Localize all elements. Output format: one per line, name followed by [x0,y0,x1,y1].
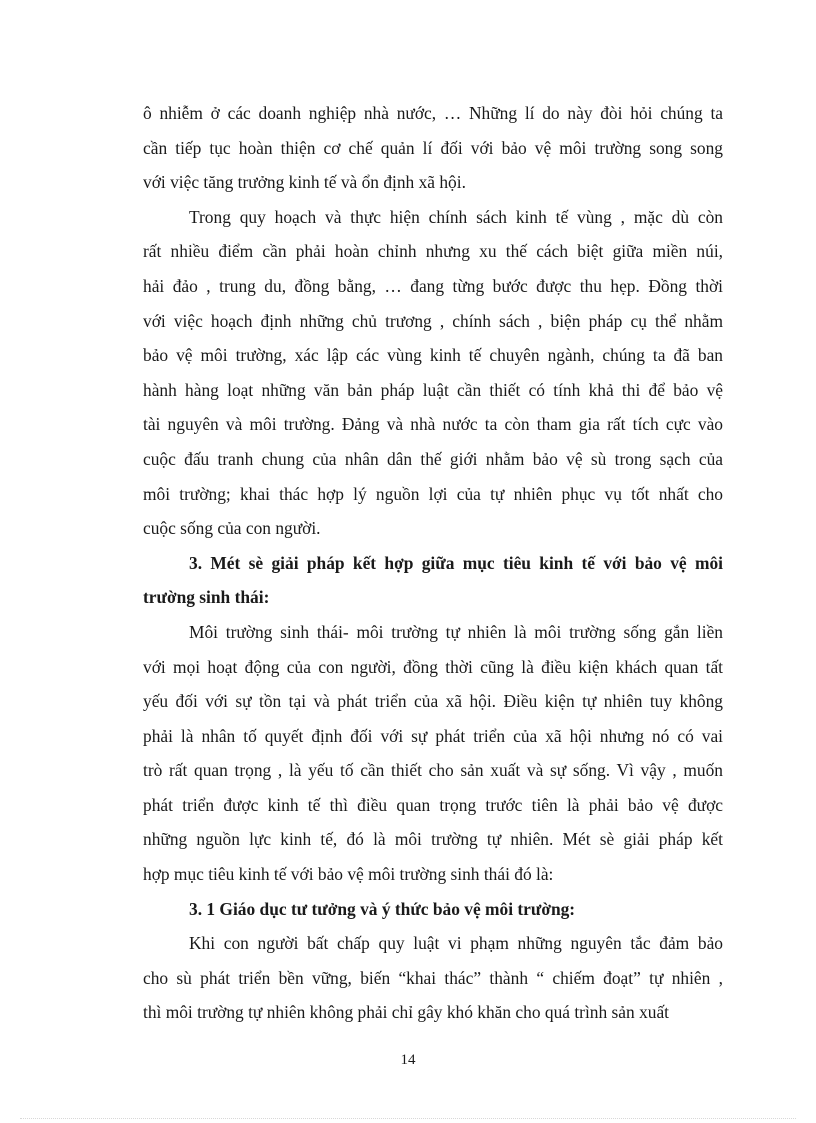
text-line: với việc tăng trưởng kinh tế và ổn định xã hội. [143,172,466,193]
text-line: những nguồn lực kinh tế, đó là môi trường tự nhiên. Mét sè giải pháp kết [143,829,723,850]
section-heading-continuation: trường sinh thái: [143,587,270,608]
text-line: phát triển được kinh tế thì điều quan trọng trước tiên là phải bảo vệ được [143,794,723,815]
text-line: với mọi hoạt động của con người, đồng thời cũng là điều kiện khách quan tất [143,656,723,677]
page-bottom-divider [20,1118,796,1119]
document-body [143,96,723,1030]
text-line: cho sù phát triển bền vững, biến “khai thác” thành “ chiếm đoạt” tự nhiên , [143,967,723,988]
text-line: ô nhiễm ở các doanh nghiệp nhà nước, … Những lí do này đòi hỏi chúng ta [143,103,723,123]
text-line: bảo vệ môi trường, xác lập các vùng kinh tế chuyên ngành, chúng ta đã ban [143,345,723,366]
text-line: cuộc sống của con người. [143,518,321,539]
text-line: yếu đối với sự tồn tại và phát triển của xã hội. Điều kiện tự nhiên tuy không [143,691,723,712]
paragraph-first-line: Môi trường sinh thái- môi trường tự nhiên là môi trường sống gắn liền [189,621,723,642]
text-line: hải đảo , trung du, đồng bằng, … đang từng bước được thu hẹp. Đồng thời [143,275,723,296]
text-line: hành hàng loạt những văn bản pháp luật cần thiết có tính khả thi để bảo vệ [143,379,723,400]
text-line: cần tiếp tục hoàn thiện cơ chế quản lí đối với bảo vệ môi trường song song [143,137,723,158]
text-line: với việc hoạch định những chủ trương , chính sách , biện pháp cụ thể nhằm [143,310,723,331]
text-line: phải là nhân tố quyết định đối với sự phát triển của xã hội nhưng nó có vai [143,725,723,746]
text-line: thì môi trường tự nhiên không phải chỉ gây khó khăn cho quá trình sản xuất [143,1002,670,1023]
paragraph-first-line: Trong quy hoạch và thực hiện chính sách kinh tế vùng , mặc dù còn [189,206,723,227]
section-heading: 3. Mét sè giải pháp kết hợp giữa mục tiêu kinh tế với bảo vệ môi [189,552,723,573]
paragraph-first-line: Khi con người bất chấp quy luật vi phạm những nguyên tắc đảm bảo [189,933,723,954]
text-line: rất nhiều điểm cần phải hoàn chỉnh nhưng xu thế cách biệt giữa miền núi, [143,241,723,262]
page-number: 14 [400,1052,416,1068]
text-line: tài nguyên và môi trường. Đảng và nhà nước ta còn tham gia rất tích cực vào [143,414,723,435]
text-line: môi trường; khai thác hợp lý nguồn lợi của tự nhiên phục vụ tốt nhất cho [143,483,723,504]
subsection-heading: 3. 1 Giáo dục tư tưởng và ý thức bảo vệ môi trường: [189,898,576,919]
text-line: trò rất quan trọng , là yếu tố cần thiết cho sản xuất và sự sống. Vì vậy , muốn [143,760,723,781]
text-line: cuộc đấu tranh chung của nhân dân thế giới nhằm bảo vệ sù trong sạch của [143,448,723,469]
text-line: hợp mục tiêu kinh tế với bảo vệ môi trường sinh thái đó là: [143,864,554,885]
